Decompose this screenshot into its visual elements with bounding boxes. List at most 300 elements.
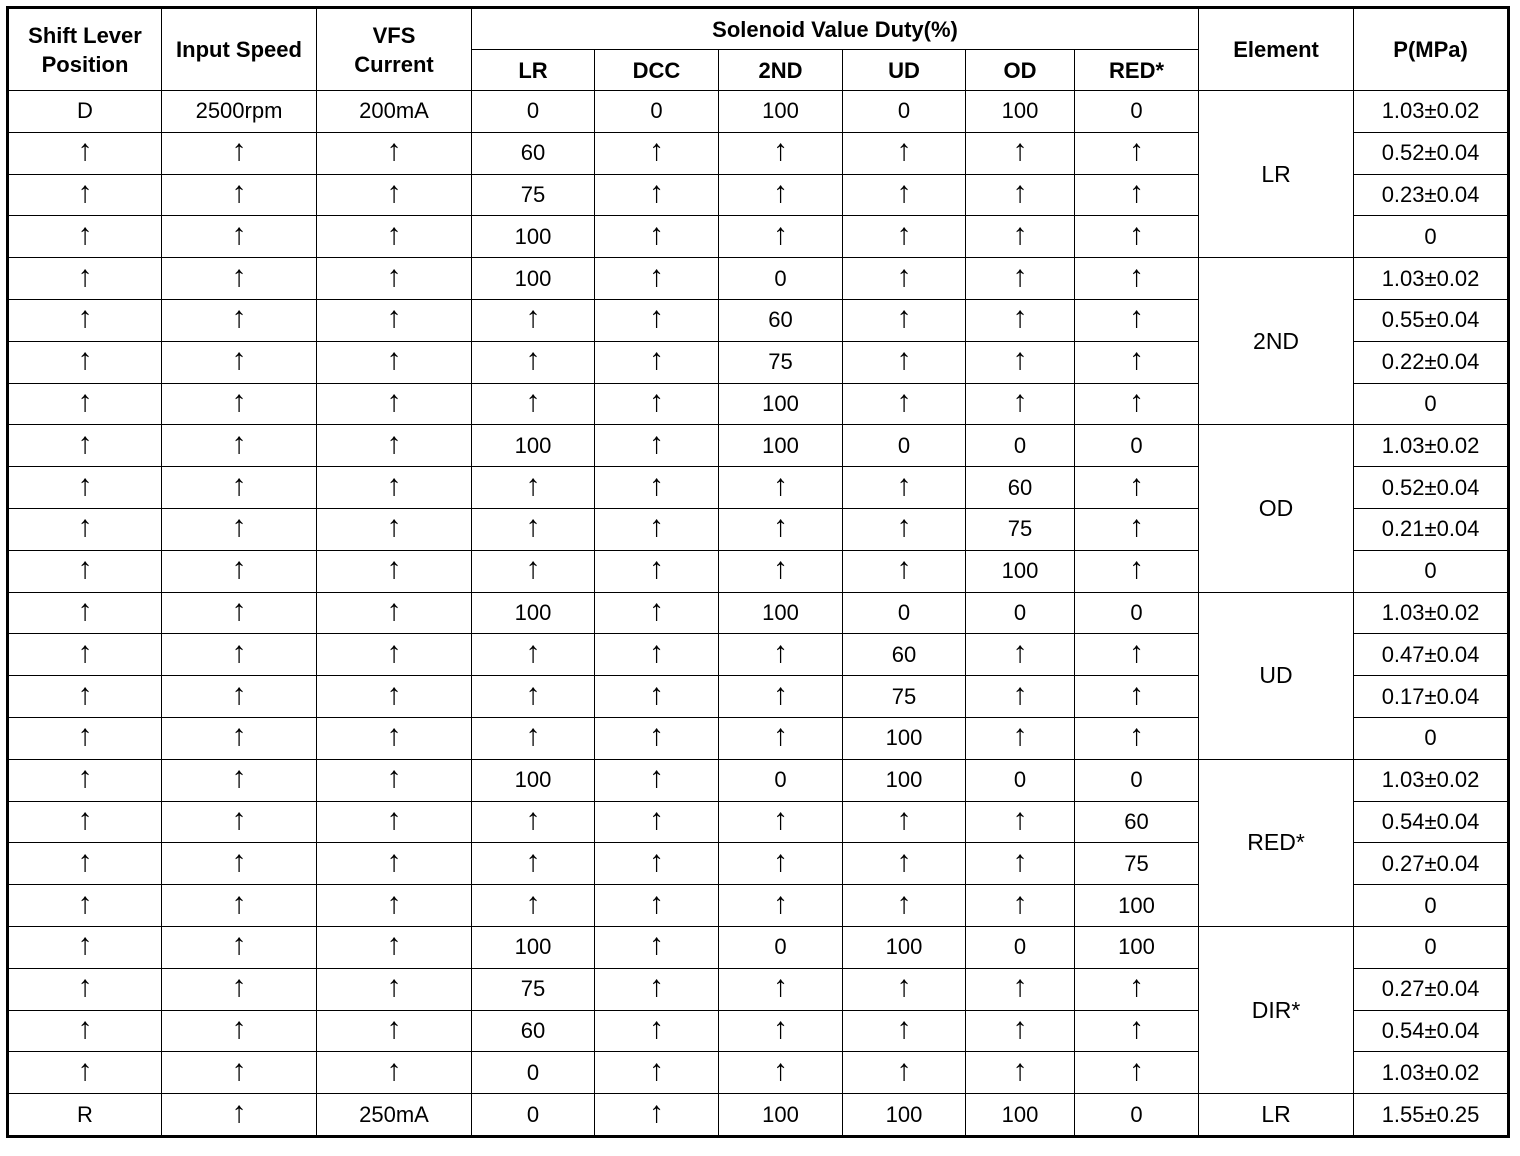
same-as-above-arrow: ↑ [525,886,541,920]
cell-shift-lever-position [8,550,162,592]
cell-input-speed [162,676,317,718]
same-as-above-arrow: ↑ [231,259,247,293]
cell-2nd-duty: 0 [719,258,843,300]
cell-pressure: 0.55±0.04 [1354,299,1509,341]
cell-2nd-duty [719,467,843,509]
same-as-above-arrow: ↑ [896,134,912,168]
cell-dcc-duty [595,676,719,718]
same-as-above-arrow: ↑ [773,802,788,836]
cell-pressure: 0 [1354,216,1509,258]
cell-pressure: 1.55±0.25 [1354,1094,1509,1137]
same-as-above-arrow: ↑ [649,970,664,1004]
cell-shift-lever-position [8,258,162,300]
cell-red-duty [1075,968,1199,1010]
cell-red-duty: 100 [1075,926,1199,968]
same-as-above-arrow: ↑ [649,844,664,878]
cell-ud-duty [843,341,966,383]
cell-vfs-current [317,258,472,300]
cell-ud-duty [843,383,966,425]
same-as-above-arrow: ↑ [1012,259,1028,293]
cell-dcc-duty [595,968,719,1010]
same-as-above-arrow: ↑ [1129,217,1145,251]
same-as-above-arrow: ↑ [386,928,402,962]
same-as-above-arrow: ↑ [386,175,402,209]
cell-red-duty: 0 [1075,91,1199,133]
cell-input-speed [162,759,317,801]
cell-red-duty: 75 [1075,843,1199,885]
table-row [8,1094,1509,1137]
cell-lr-duty: 0 [472,91,595,133]
cell-shift-lever-position [8,759,162,801]
same-as-above-arrow: ↑ [231,301,247,335]
same-as-above-arrow: ↑ [1129,510,1145,544]
same-as-above-arrow: ↑ [231,1053,247,1087]
cell-od-duty: 100 [966,91,1075,133]
cell-red-duty: 0 [1075,592,1199,634]
cell-dcc-duty [595,341,719,383]
cell-dcc-duty [595,1010,719,1052]
cell-ud-duty: 0 [843,425,966,467]
cell-2nd-duty: 75 [719,341,843,383]
same-as-above-arrow: ↑ [773,677,788,711]
same-as-above-arrow: ↑ [386,1011,402,1045]
table-row [8,425,1509,467]
cell-dcc-duty [595,174,719,216]
same-as-above-arrow: ↑ [649,552,664,586]
same-as-above-arrow: ↑ [1012,1011,1028,1045]
same-as-above-arrow: ↑ [231,970,247,1004]
same-as-above-arrow: ↑ [1012,134,1028,168]
cell-2nd-duty [719,1010,843,1052]
header-solenoid-group: Solenoid Value Duty(%) [472,8,1199,50]
cell-2nd-duty [719,885,843,927]
cell-od-duty: 75 [966,508,1075,550]
cell-2nd-duty [719,968,843,1010]
cell-ud-duty: 100 [843,759,966,801]
cell-red-duty: 100 [1075,885,1199,927]
cell-dcc-duty [595,843,719,885]
same-as-above-arrow: ↑ [896,217,912,251]
cell-dcc-duty [595,299,719,341]
cell-pressure: 0 [1354,885,1509,927]
same-as-above-arrow: ↑ [773,844,788,878]
cell-od-duty [966,132,1075,174]
same-as-above-arrow: ↑ [773,635,788,669]
same-as-above-arrow: ↑ [649,301,664,335]
cell-input-speed [162,550,317,592]
cell-input-speed [162,216,317,258]
cell-ud-duty: 100 [843,717,966,759]
same-as-above-arrow: ↑ [1129,1011,1145,1045]
same-as-above-arrow: ↑ [773,510,788,544]
same-as-above-arrow: ↑ [231,510,247,544]
cell-shift-lever-position [8,341,162,383]
same-as-above-arrow: ↑ [77,719,93,753]
cell-vfs-current [317,717,472,759]
same-as-above-arrow: ↑ [77,510,93,544]
cell-pressure: 1.03±0.02 [1354,258,1509,300]
cell-dcc-duty [595,508,719,550]
cell-od-duty: 100 [966,1094,1075,1137]
header-pressure: P(MPa) [1354,8,1509,91]
same-as-above-arrow: ↑ [773,468,788,502]
cell-od-duty: 60 [966,467,1075,509]
cell-ud-duty: 100 [843,1094,966,1137]
same-as-above-arrow: ↑ [77,677,93,711]
cell-input-speed [162,341,317,383]
cell-input-speed [162,174,317,216]
cell-input-speed [162,299,317,341]
same-as-above-arrow: ↑ [896,175,912,209]
same-as-above-arrow: ↑ [649,134,664,168]
same-as-above-arrow: ↑ [77,217,93,251]
same-as-above-arrow: ↑ [77,593,93,627]
cell-red-duty [1075,676,1199,718]
cell-red-duty [1075,174,1199,216]
cell-pressure: 1.03±0.02 [1354,592,1509,634]
cell-red-duty: 0 [1075,425,1199,467]
cell-pressure: 1.03±0.02 [1354,1052,1509,1094]
cell-lr-duty: 100 [472,258,595,300]
same-as-above-arrow: ↑ [231,1095,247,1129]
same-as-above-arrow: ↑ [649,802,664,836]
cell-lr-duty: 100 [472,926,595,968]
cell-ud-duty [843,968,966,1010]
same-as-above-arrow: ↑ [231,719,247,753]
cell-dcc-duty [595,634,719,676]
same-as-above-arrow: ↑ [896,552,912,586]
cell-dcc-duty [595,216,719,258]
same-as-above-arrow: ↑ [773,1053,788,1087]
cell-pressure: 0.22±0.04 [1354,341,1509,383]
same-as-above-arrow: ↑ [231,384,247,418]
cell-red-duty [1075,299,1199,341]
same-as-above-arrow: ↑ [649,1053,664,1087]
header-shift-lever-position: Shift Lever Position [8,8,162,91]
same-as-above-arrow: ↑ [1129,677,1145,711]
cell-2nd-duty [719,1052,843,1094]
cell-2nd-duty: 100 [719,91,843,133]
same-as-above-arrow: ↑ [1129,970,1145,1004]
cell-input-speed [162,717,317,759]
cell-dcc-duty [595,885,719,927]
same-as-above-arrow: ↑ [649,635,664,669]
cell-2nd-duty [719,508,843,550]
same-as-above-arrow: ↑ [386,802,402,836]
cell-lr-duty [472,717,595,759]
cell-shift-lever-position: R [8,1094,162,1137]
same-as-above-arrow: ↑ [525,384,541,418]
cell-pressure: 1.03±0.02 [1354,759,1509,801]
same-as-above-arrow: ↑ [386,384,402,418]
same-as-above-arrow: ↑ [77,761,93,795]
cell-dcc-duty [595,1052,719,1094]
same-as-above-arrow: ↑ [77,384,93,418]
same-as-above-arrow: ↑ [1012,886,1028,920]
same-as-above-arrow: ↑ [77,970,93,1004]
cell-red-duty [1075,1052,1199,1094]
same-as-above-arrow: ↑ [1129,301,1145,335]
cell-od-duty [966,1052,1075,1094]
cell-2nd-duty: 0 [719,926,843,968]
cell-vfs-current: 200mA [317,91,472,133]
same-as-above-arrow: ↑ [896,384,912,418]
same-as-above-arrow: ↑ [77,635,93,669]
cell-shift-lever-position [8,383,162,425]
cell-lr-duty [472,383,595,425]
same-as-above-arrow: ↑ [386,593,402,627]
cell-shift-lever-position [8,216,162,258]
cell-shift-lever-position [8,174,162,216]
cell-input-speed [162,885,317,927]
cell-dcc-duty: 0 [595,91,719,133]
cell-od-duty: 0 [966,759,1075,801]
table-row [8,759,1509,801]
cell-ud-duty [843,508,966,550]
same-as-above-arrow: ↑ [1012,217,1028,251]
cell-element: LR [1199,91,1354,258]
cell-element: UD [1199,592,1354,759]
header-solenoid-red: RED* [1075,50,1199,91]
same-as-above-arrow: ↑ [231,134,247,168]
same-as-above-arrow: ↑ [1129,552,1145,586]
same-as-above-arrow: ↑ [386,259,402,293]
same-as-above-arrow: ↑ [525,802,541,836]
same-as-above-arrow: ↑ [231,175,247,209]
cell-element: OD [1199,425,1354,592]
cell-input-speed [162,1094,317,1137]
cell-lr-duty [472,801,595,843]
same-as-above-arrow: ↑ [1129,384,1145,418]
cell-vfs-current [317,1010,472,1052]
cell-ud-duty: 0 [843,592,966,634]
cell-red-duty [1075,258,1199,300]
same-as-above-arrow: ↑ [525,719,541,753]
cell-input-speed [162,467,317,509]
cell-red-duty: 60 [1075,801,1199,843]
cell-od-duty [966,676,1075,718]
cell-ud-duty [843,843,966,885]
cell-pressure: 0.52±0.04 [1354,132,1509,174]
same-as-above-arrow: ↑ [1129,175,1145,209]
cell-od-duty [966,801,1075,843]
cell-input-speed [162,634,317,676]
same-as-above-arrow: ↑ [773,1011,788,1045]
header-solenoid-dcc: DCC [595,50,719,91]
same-as-above-arrow: ↑ [77,175,93,209]
cell-od-duty [966,258,1075,300]
cell-od-duty: 0 [966,926,1075,968]
cell-lr-duty: 60 [472,132,595,174]
cell-red-duty [1075,341,1199,383]
same-as-above-arrow: ↑ [231,677,247,711]
cell-shift-lever-position [8,508,162,550]
cell-2nd-duty [719,634,843,676]
same-as-above-arrow: ↑ [1012,384,1028,418]
same-as-above-arrow: ↑ [231,844,247,878]
cell-element: DIR* [1199,926,1354,1093]
cell-od-duty: 0 [966,592,1075,634]
same-as-above-arrow: ↑ [231,635,247,669]
cell-red-duty [1075,132,1199,174]
cell-lr-duty: 100 [472,216,595,258]
cell-vfs-current [317,425,472,467]
same-as-above-arrow: ↑ [231,217,247,251]
cell-shift-lever-position [8,968,162,1010]
cell-ud-duty: 60 [843,634,966,676]
same-as-above-arrow: ↑ [386,677,402,711]
cell-red-duty [1075,508,1199,550]
cell-od-duty [966,843,1075,885]
same-as-above-arrow: ↑ [525,844,541,878]
cell-vfs-current [317,132,472,174]
same-as-above-arrow: ↑ [386,552,402,586]
cell-2nd-duty: 100 [719,1094,843,1137]
cell-red-duty [1075,383,1199,425]
cell-lr-duty: 100 [472,425,595,467]
cell-ud-duty [843,174,966,216]
cell-dcc-duty [595,132,719,174]
cell-dcc-duty [595,592,719,634]
cell-2nd-duty [719,132,843,174]
cell-ud-duty [843,467,966,509]
same-as-above-arrow: ↑ [896,1011,912,1045]
cell-od-duty [966,1010,1075,1052]
same-as-above-arrow: ↑ [386,134,402,168]
cell-pressure: 0.27±0.04 [1354,843,1509,885]
cell-input-speed [162,843,317,885]
header-input-speed: Input Speed [162,8,317,91]
cell-shift-lever-position [8,801,162,843]
same-as-above-arrow: ↑ [77,343,93,377]
cell-input-speed [162,132,317,174]
cell-vfs-current [317,634,472,676]
cell-ud-duty [843,299,966,341]
cell-shift-lever-position [8,467,162,509]
same-as-above-arrow: ↑ [231,802,247,836]
cell-dcc-duty [595,467,719,509]
cell-element: LR [1199,1094,1354,1137]
header-vfs-current: VFS Current [317,8,472,91]
cell-dcc-duty [595,425,719,467]
same-as-above-arrow: ↑ [77,301,93,335]
cell-od-duty [966,341,1075,383]
cell-ud-duty [843,1052,966,1094]
header-row-1 [8,8,1509,50]
same-as-above-arrow: ↑ [773,719,788,753]
cell-input-speed [162,508,317,550]
cell-dcc-duty [595,550,719,592]
cell-ud-duty: 75 [843,676,966,718]
cell-shift-lever-position [8,634,162,676]
same-as-above-arrow: ↑ [77,1053,93,1087]
same-as-above-arrow: ↑ [525,343,541,377]
cell-lr-duty [472,467,595,509]
same-as-above-arrow: ↑ [649,1095,664,1129]
cell-shift-lever-position [8,885,162,927]
cell-ud-duty [843,885,966,927]
cell-input-speed [162,1010,317,1052]
cell-shift-lever-position [8,132,162,174]
same-as-above-arrow: ↑ [1012,844,1028,878]
same-as-above-arrow: ↑ [896,343,912,377]
same-as-above-arrow: ↑ [77,928,93,962]
cell-2nd-duty: 0 [719,759,843,801]
table-row [8,926,1509,968]
same-as-above-arrow: ↑ [896,301,912,335]
cell-pressure: 0.54±0.04 [1354,1010,1509,1052]
same-as-above-arrow: ↑ [77,1011,93,1045]
header-solenoid-ud: UD [843,50,966,91]
cell-od-duty [966,299,1075,341]
same-as-above-arrow: ↑ [1129,1053,1145,1087]
cell-od-duty [966,174,1075,216]
cell-shift-lever-position [8,926,162,968]
cell-vfs-current [317,843,472,885]
cell-2nd-duty [719,216,843,258]
cell-ud-duty [843,1010,966,1052]
cell-shift-lever-position [8,1052,162,1094]
cell-input-speed: 2500rpm [162,91,317,133]
cell-lr-duty: 100 [472,592,595,634]
table-body [8,91,1509,1137]
same-as-above-arrow: ↑ [773,175,788,209]
same-as-above-arrow: ↑ [386,343,402,377]
cell-ud-duty: 0 [843,91,966,133]
cell-ud-duty [843,550,966,592]
cell-od-duty [966,885,1075,927]
cell-vfs-current [317,676,472,718]
cell-2nd-duty [719,174,843,216]
cell-pressure: 0.54±0.04 [1354,801,1509,843]
same-as-above-arrow: ↑ [231,468,247,502]
cell-lr-duty [472,634,595,676]
same-as-above-arrow: ↑ [1129,259,1145,293]
same-as-above-arrow: ↑ [231,761,247,795]
cell-red-duty: 0 [1075,1094,1199,1137]
same-as-above-arrow: ↑ [77,552,93,586]
same-as-above-arrow: ↑ [525,677,541,711]
cell-lr-duty: 75 [472,968,595,1010]
cell-lr-duty [472,508,595,550]
same-as-above-arrow: ↑ [649,175,664,209]
same-as-above-arrow: ↑ [231,928,247,962]
same-as-above-arrow: ↑ [649,510,664,544]
cell-2nd-duty [719,843,843,885]
cell-pressure: 0 [1354,383,1509,425]
cell-dcc-duty [595,926,719,968]
cell-od-duty [966,968,1075,1010]
cell-red-duty [1075,634,1199,676]
cell-pressure: 0.17±0.04 [1354,676,1509,718]
solenoid-pressure-table [6,6,1510,1138]
cell-input-speed [162,425,317,467]
cell-lr-duty [472,299,595,341]
cell-element: 2ND [1199,258,1354,425]
cell-lr-duty: 0 [472,1094,595,1137]
same-as-above-arrow: ↑ [1012,635,1028,669]
same-as-above-arrow: ↑ [649,928,664,962]
cell-dcc-duty [595,258,719,300]
same-as-above-arrow: ↑ [231,343,247,377]
cell-vfs-current: 250mA [317,1094,472,1137]
same-as-above-arrow: ↑ [525,635,541,669]
same-as-above-arrow: ↑ [386,844,402,878]
cell-vfs-current [317,508,472,550]
same-as-above-arrow: ↑ [1012,802,1028,836]
cell-input-speed [162,968,317,1010]
cell-2nd-duty [719,550,843,592]
